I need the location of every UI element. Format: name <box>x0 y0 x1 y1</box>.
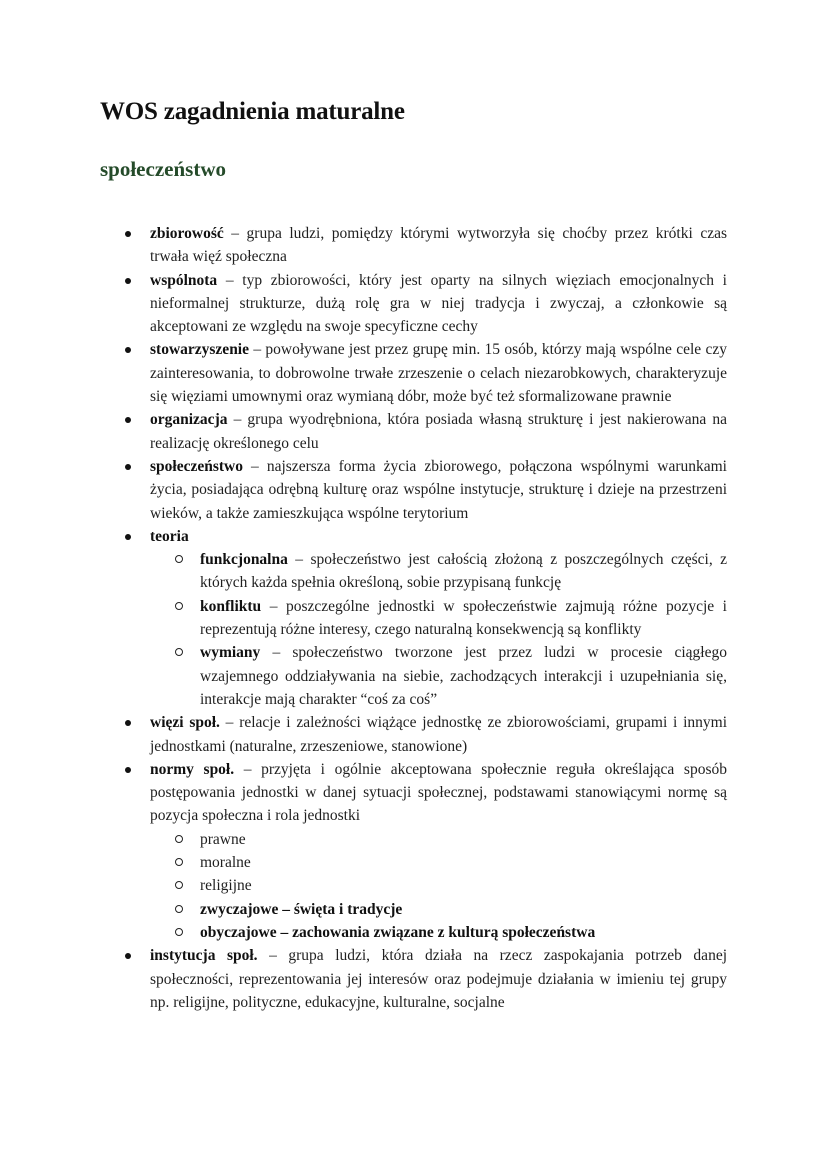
definition: – najszersza forma życia zbiorowego, połączona wspólnymi warunkami życia, posiadająca odrębną kulturę oraz wspólne instytucje, strukturę i dzieje na przestrzeni wieków, a także zamieszkująca wspólne terytorium <box>150 457 727 522</box>
norms-sublist <box>150 828 727 944</box>
sublist-item-konfliktu <box>200 595 727 642</box>
list-item-normy <box>150 758 727 944</box>
list-item-zbiorowosc <box>150 222 727 269</box>
list-item-spoleczenstwo <box>150 455 727 525</box>
term: społeczeństwo <box>150 457 243 475</box>
document-title: WOS zagadnienia maturalne <box>100 98 405 125</box>
term: funkcjonalna <box>200 551 288 569</box>
term: wymiany <box>200 644 261 662</box>
definition: – grupa ludzi, która działa na rzecz zaspokajania potrzeb danej społeczności, reprezentowania jej interesów oraz podejmuje działania w imieniu tej grupy np. religijne, polityczne, edukacyjne, kulturalne, socjalne <box>150 947 728 1011</box>
term: zbiorowość <box>150 225 224 242</box>
list-item-instytucja <box>150 944 727 1014</box>
term: więzi społ. <box>150 714 220 732</box>
sublist-item-norm-type: prawne <box>200 828 727 851</box>
list-item-wspolnota <box>150 269 727 339</box>
sublist-item-norm-type: religijne <box>200 874 727 897</box>
theory-sublist <box>150 548 727 711</box>
list-item-stowarzyszenie <box>150 338 727 408</box>
definition: – przyjęta i ogólnie akceptowana społecznie reguła określająca sposób postępowania jednostki w danej sytuacji społecznej, podstawami stanowiącymi normę są pozycja społeczna i rola jednostki <box>150 760 727 825</box>
list-item-organizacja <box>150 408 727 455</box>
term: stowarzyszenie <box>150 341 249 359</box>
sublist-item-wymiany <box>200 641 727 711</box>
term: konfliktu <box>200 597 262 615</box>
term: instytucja społ. <box>150 947 258 965</box>
definition: – społeczeństwo tworzone jest przez ludzi w procesie ciągłego wzajemnego oddziaływania na siebie, zachodzących interakcji i uzupełniania się, interakcje mają charakter “coś za coś” <box>200 644 727 708</box>
definition: – grupa ludzi, pomiędzy którymi wytworzyła się choćby przez krótki czas trwała więź społeczna <box>150 225 727 266</box>
term: wspólnota <box>150 271 218 289</box>
term: organizacja <box>150 411 228 429</box>
sublist-item-norm-type: obyczajowe – zachowania związane z kulturą społeczeństwa <box>200 921 727 944</box>
definition: – grupa wyodrębniona, która posiada własną strukturę i jest nakierowana na realizację określonego celu <box>150 411 727 452</box>
definition: – relacje i zależności wiążące jednostkę ze zbiorowościami, grupami i innymi jednostkami (naturalne, zrzeszeniowe, stanowione) <box>150 714 727 755</box>
sublist-item-norm-type: moralne <box>200 851 727 874</box>
definition: – społeczeństwo jest całością złożoną z poszczególnych części, z których każda spełnia określoną, sobie przypisaną funkcję <box>200 551 727 592</box>
definition: – poszczególne jednostki w społeczeństwie zajmują różne pozycje i reprezentują różne interesy, czego naturalną konsekwencją są konflikty <box>200 597 727 639</box>
sublist-item-funkcjonalna <box>200 548 727 595</box>
list-item-wiezi <box>150 711 727 758</box>
definition: – powoływane jest przez grupę min. 15 osób, którzy mają wspólne cele czy zainteresowania, to dobrowolne trwałe zrzeszenie o celach niezarobkowych, charakteryzuje się więziami umownymi oraz wymianą dóbr, może być też sformalizowane prawnie <box>150 341 727 406</box>
sublist-item-norm-type: zwyczajowe – święta i tradycje <box>200 898 727 921</box>
definition: – typ zbiorowości, który jest oparty na silnych więziach emocjonalnych i nieformalnej strukturze, dużą rolę gra w niej tradycja i zwyczaj, a członkowie są akceptowani ze względu na swoje specyficzne cechy <box>150 271 727 336</box>
section-title: społeczeństwo <box>100 157 226 181</box>
term: normy społ. <box>150 760 235 778</box>
definitions-list <box>150 222 727 1014</box>
list-item-teoria <box>150 525 727 711</box>
term: teoria <box>150 527 189 545</box>
